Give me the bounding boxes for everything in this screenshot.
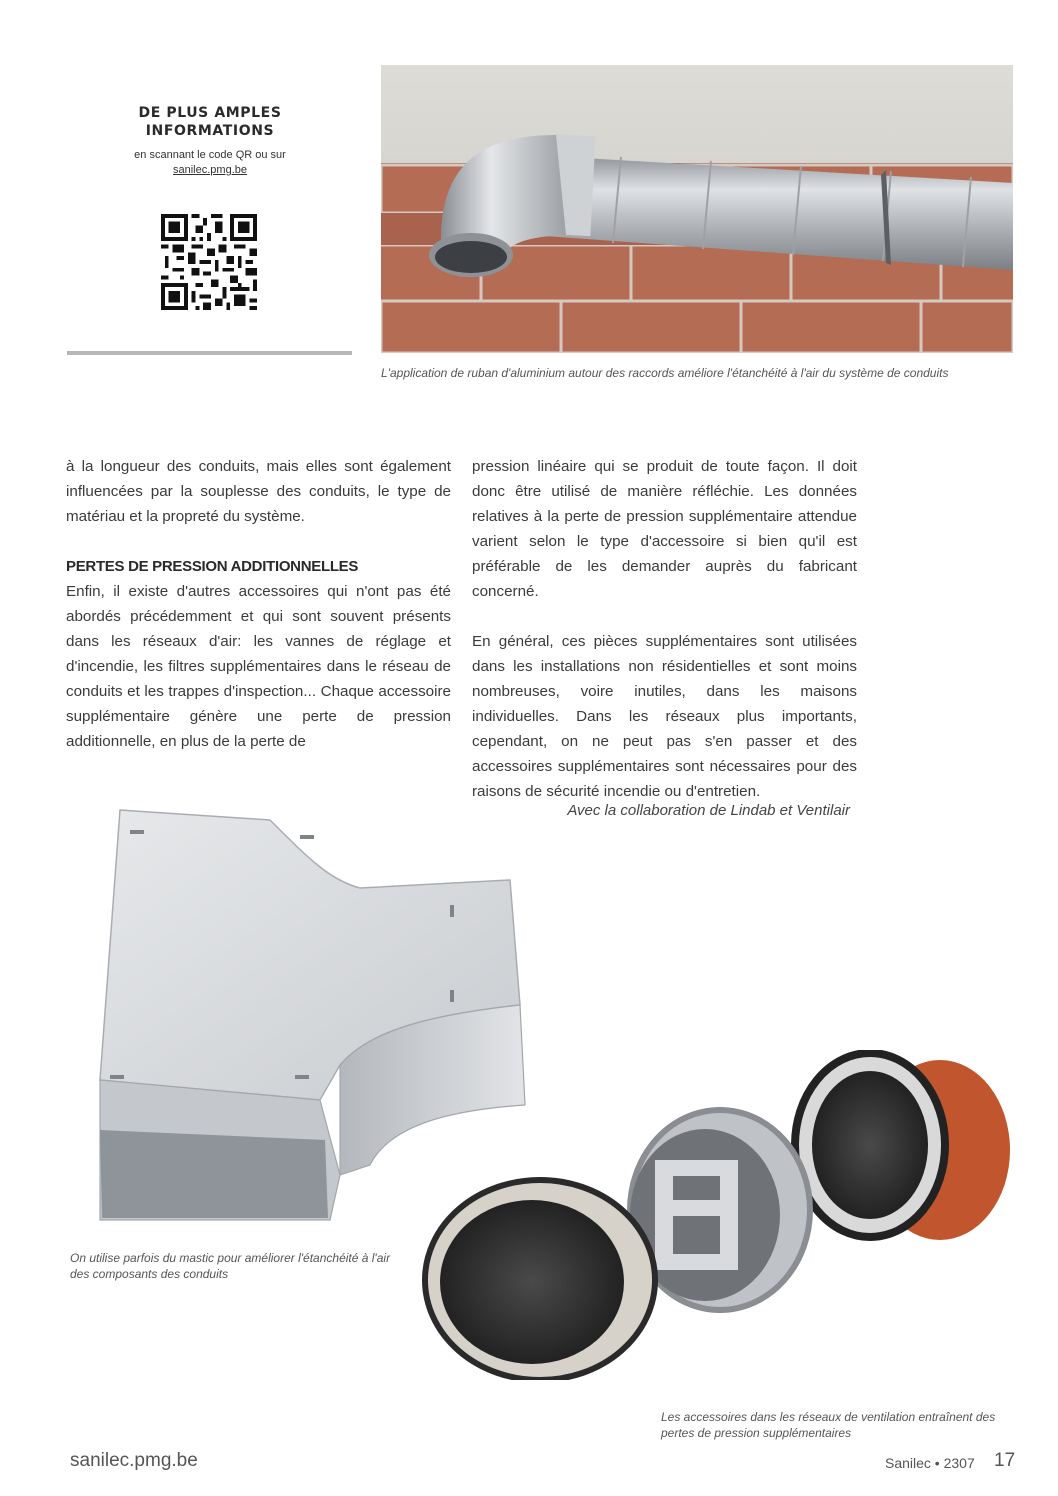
filters-photo-caption: Les accessoires dans les réseaux de ventilation entraînent des pertes de pression supplémentaires xyxy=(661,1410,996,1440)
filter-accessories-photo xyxy=(420,1050,1010,1380)
pipe-photo-caption: L'application de ruban d'aluminium autour des raccords améliore l'étanchéité à l'air du système de conduits xyxy=(381,366,949,380)
footer-issue: Sanilec • 2307 xyxy=(885,1455,975,1471)
info-box-divider xyxy=(67,351,352,355)
right-paragraph-2: En général, ces pièces supplémentaires sont utilisées dans les installations non résidentielles et sont moins nombreuses, voire inutiles, dans les maisons individuelles. Dans les réseaux plus importants, cependant, on ne peut pas s'en passer et des accessoires supplémentaires sont nécessaires pour des raisons de sécurité incendie ou d'entretien. xyxy=(472,633,857,800)
qr-code-icon[interactable] xyxy=(161,214,257,310)
info-title-line2: INFORMATIONS xyxy=(145,123,275,139)
article-column-right xyxy=(472,454,857,804)
page-number: 17 xyxy=(994,1450,1016,1471)
section-subheading: PERTES DE PRESSION ADDITIONNELLES xyxy=(66,558,359,575)
left-paragraph-2: Enfin, il existe d'autres accessoires qui n'ont pas été abordés précédemment et qui sont souvent présents dans les réseaux d'air: les vannes de réglage et d'incendie, les filtres supplémentaires dans le réseau de conduits et les trappes d'inspection... Chaque accessoire supplémentaire génère une perte de pression additionnelle, en plus de la perte de xyxy=(66,583,451,750)
info-title-line1: DE PLUS AMPLES xyxy=(138,105,282,121)
article-column-left xyxy=(66,454,451,754)
info-subtitle-text: en scannant le code QR ou sur xyxy=(134,149,286,161)
left-paragraph-1: à la longueur des conduits, mais elles sont également influencées par la souplesse des conduits, le type de matériau et la propreté du système. xyxy=(66,458,451,525)
footer-website[interactable]: sanilec.pmg.be xyxy=(70,1450,198,1471)
info-box-subtitle xyxy=(70,148,350,178)
duct-tape-photo xyxy=(381,65,1013,353)
info-link[interactable]: sanilec.pmg.be xyxy=(173,164,247,176)
right-paragraph-1: pression linéaire qui se produit de toute façon. Il doit donc être utilisé de manière réfléchie. Les données relatives à la perte de pression supplémentaire attendue varient selon le type d'accessoire si bien qu'il est préférable de les demander auprès du fabricant concerné. xyxy=(472,458,857,600)
info-box-title xyxy=(70,104,350,140)
tee-photo-caption: On utilise parfois du mastic pour améliorer l'étanchéité à l'air des composants des conduits xyxy=(70,1251,391,1281)
collaboration-credit: Avec la collaboration de Lindab et Ventilair xyxy=(567,802,850,819)
